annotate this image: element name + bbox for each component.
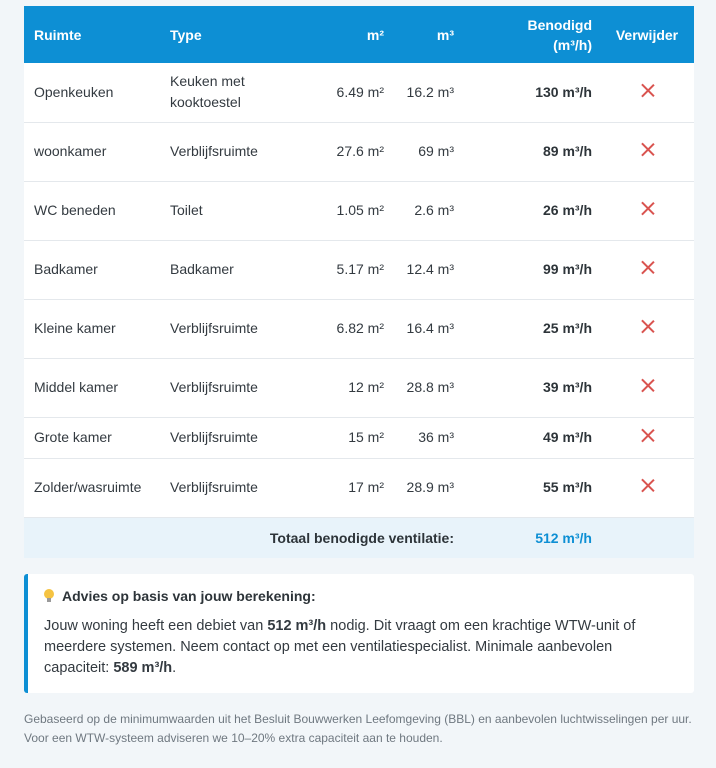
room-type: Verblijfsruimte (170, 479, 258, 495)
room-name: Kleine kamer (34, 320, 116, 336)
room-area: 5.17 m² (336, 261, 384, 277)
room-type: Verblijfsruimte (170, 143, 258, 159)
room-volume: 16.4 m³ (406, 320, 454, 336)
room-area: 12 m² (348, 379, 384, 395)
room-volume: 28.9 m³ (406, 479, 454, 495)
total-label: Totaal benodigde ventilatie: (269, 529, 454, 546)
room-type: Toilet (170, 202, 203, 218)
room-volume: 2.6 m³ (414, 202, 454, 218)
table-row (24, 181, 694, 240)
room-required: 130 m³/h (535, 83, 592, 100)
room-name: Zolder/wasruimte (34, 479, 142, 495)
delete-row-icon[interactable] (641, 320, 654, 333)
delete-row-icon[interactable] (641, 379, 654, 392)
table-row (24, 240, 694, 299)
delete-row-icon[interactable] (641, 479, 654, 492)
room-volume: 28.8 m³ (406, 379, 454, 395)
total-row (24, 517, 694, 558)
delete-row-icon[interactable] (641, 429, 654, 442)
header-required-line2: (m³/h) (553, 36, 592, 53)
lightbulb-icon (44, 589, 54, 603)
room-volume: 16.2 m³ (406, 83, 454, 100)
room-required: 25 m³/h (542, 320, 592, 336)
room-required: 55 m³/h (542, 479, 592, 495)
delete-row-icon[interactable] (641, 202, 654, 215)
room-name: woonkamer (34, 143, 107, 159)
header-room: Ruimte (34, 26, 82, 43)
room-type: Verblijfsruimte (170, 379, 258, 395)
room-required: 89 m³/h (542, 143, 592, 159)
room-type: Badkamer (170, 261, 234, 277)
footnote: Gebaseerd op de minimumwaarden uit het Besluit Bouwwerken Leefomgeving (BBL) en aanbevolen luchtwisselingen per uur. Voor een WTW-systeem adviseren we 10–20% extra capaciteit aan te houden. (24, 712, 692, 745)
total-value: 512 m³/h (535, 529, 592, 546)
table-row (24, 63, 694, 122)
delete-row-icon[interactable] (641, 261, 654, 274)
header-area: m² (366, 26, 384, 43)
room-name: Middel kamer (34, 379, 119, 395)
room-area: 6.82 m² (336, 320, 384, 336)
room-volume: 36 m³ (418, 429, 454, 445)
delete-row-icon[interactable] (641, 84, 654, 97)
header-type: Type (170, 26, 202, 43)
header-required-line1: Benodigd (527, 16, 592, 33)
table-row (24, 458, 694, 517)
header-required (460, 6, 600, 63)
room-area: 1.05 m² (336, 202, 384, 218)
table-row (24, 417, 694, 458)
room-name: Grote kamer (34, 429, 112, 445)
advice-capacity: 589 m³/h (113, 660, 173, 676)
header-delete: Verwijder (615, 26, 679, 43)
room-volume: 12.4 m³ (406, 261, 454, 277)
table-row (24, 358, 694, 417)
room-name: Badkamer (34, 261, 98, 277)
advice-text: Jouw woning heeft een debiet van 512 m³/h nodig. Dit vraagt om een krachtige WTW-unit of meerdere systemen. Neem contact op met een ventilatiespecialist. Minimale aanbevolen capaciteit: 589 m³/h. (44, 618, 636, 676)
table-header-row (24, 6, 694, 63)
advice-debit: 512 m³/h (267, 618, 327, 634)
room-area: 6.49 m² (336, 83, 384, 100)
delete-row-icon[interactable] (641, 143, 654, 156)
room-area: 27.6 m² (336, 143, 384, 159)
advice-title: Advies op basis van jouw berekening: (62, 588, 316, 604)
room-type: Keuken met kooktoestel (170, 73, 245, 111)
room-type: Verblijfsruimte (170, 320, 258, 336)
room-required: 49 m³/h (542, 429, 592, 445)
header-volume: m³ (436, 26, 454, 43)
advice-box (24, 574, 694, 693)
room-name: Openkeuken (34, 83, 114, 100)
room-volume: 69 m³ (418, 143, 454, 159)
room-name: WC beneden (34, 202, 116, 218)
room-required: 99 m³/h (542, 261, 592, 277)
room-required: 39 m³/h (542, 379, 592, 395)
room-area: 15 m² (348, 429, 384, 445)
table-row (24, 299, 694, 358)
rooms-table (24, 6, 694, 558)
room-type: Verblijfsruimte (170, 429, 258, 445)
table-row (24, 122, 694, 181)
room-area: 17 m² (348, 479, 384, 495)
room-required: 26 m³/h (542, 202, 592, 218)
